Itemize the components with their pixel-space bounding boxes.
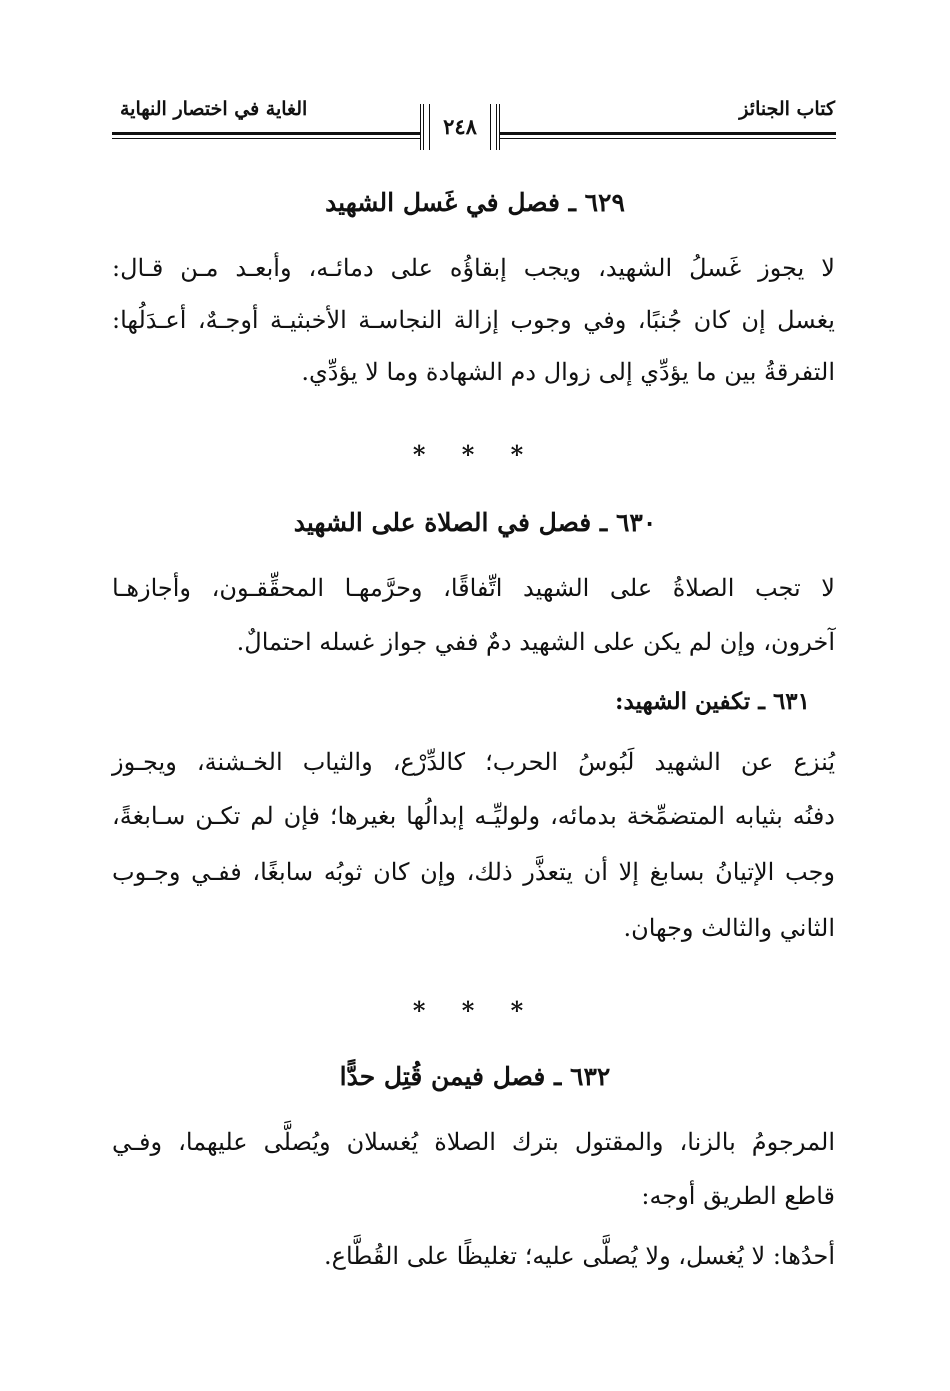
page-number-frame (420, 104, 500, 150)
paragraph-line: دفنُه بثيابه المتضمِّخة بدمائه، ولوليِّـه إبدالُها بغيرها؛ فإن لم تكـن سـابغةً، (112, 802, 835, 830)
section-separator: * * * (412, 440, 538, 469)
paragraph-line: لا تجب الصلاةُ على الشهيد اتِّفاقًا، وحرَّمهـا المحقِّقـون، وأجازهـا (112, 574, 835, 602)
paragraph-line: التفرقةُ بين ما يؤدِّي إلى زوال دم الشهادة وما لا يؤدِّي. (301, 358, 835, 386)
paragraph-line: الثاني والثالث وجهان. (623, 914, 835, 942)
section-separator: * * * (412, 996, 538, 1025)
paragraph-line: يُنزع عن الشهيد لَبُوسُ الحرب؛ كالدِّرْع، والثياب الخـشنة، ويجـوز (112, 748, 835, 776)
paragraph-line: يغسل إن كان جُنبًا، وفي وجوب إزالة النجاسـة الأخبثيـة أوجـهٌ، أعـدَلُها: (112, 306, 835, 334)
paragraph-line: قاطع الطريق أوجه: (641, 1182, 835, 1210)
running-header-book-title: الغاية في اختصار النهاية (120, 98, 308, 120)
subsection-heading-631: ٦٣١ ـ تكفين الشهيد: (614, 688, 810, 715)
running-header-chapter: كتاب الجنائز (739, 98, 835, 120)
section-heading-629: ٦٢٩ ـ فصل في غَسل الشهيد (325, 188, 625, 217)
paragraph-line: آخرون، وإن لم يكن على الشهيد دمٌ ففي جواز غسله احتمالٌ. (236, 628, 835, 656)
paragraph-line: أحدُها: لا يُغسل، ولا يُصلَّى عليه؛ تغليظًا على القُطَّاع. (324, 1242, 835, 1270)
paragraph-line: المرجومُ بالزنا، والمقتول بترك الصلاة يُغسلان ويُصلَّى عليهما، وفـي (112, 1128, 835, 1156)
page-number: ٢٤٨ (443, 114, 477, 139)
section-heading-630: ٦٣٠ ـ فصل في الصلاة على الشهيد (293, 508, 657, 537)
section-heading-632: ٦٣٢ ـ فصل فيمن قُتِل حدًّا (339, 1062, 611, 1091)
paragraph-line: وجب الإتيانُ بسابغ إلا أن يتعذَّر ذلك، وإن كان ثوبُه سابغًا، ففـي وجـوب (112, 858, 835, 886)
paragraph-line: لا يجوز غَسلُ الشهيد، ويجب إبقاؤُه على دمائـه، وأبعـد مـن قـال: (112, 254, 835, 282)
